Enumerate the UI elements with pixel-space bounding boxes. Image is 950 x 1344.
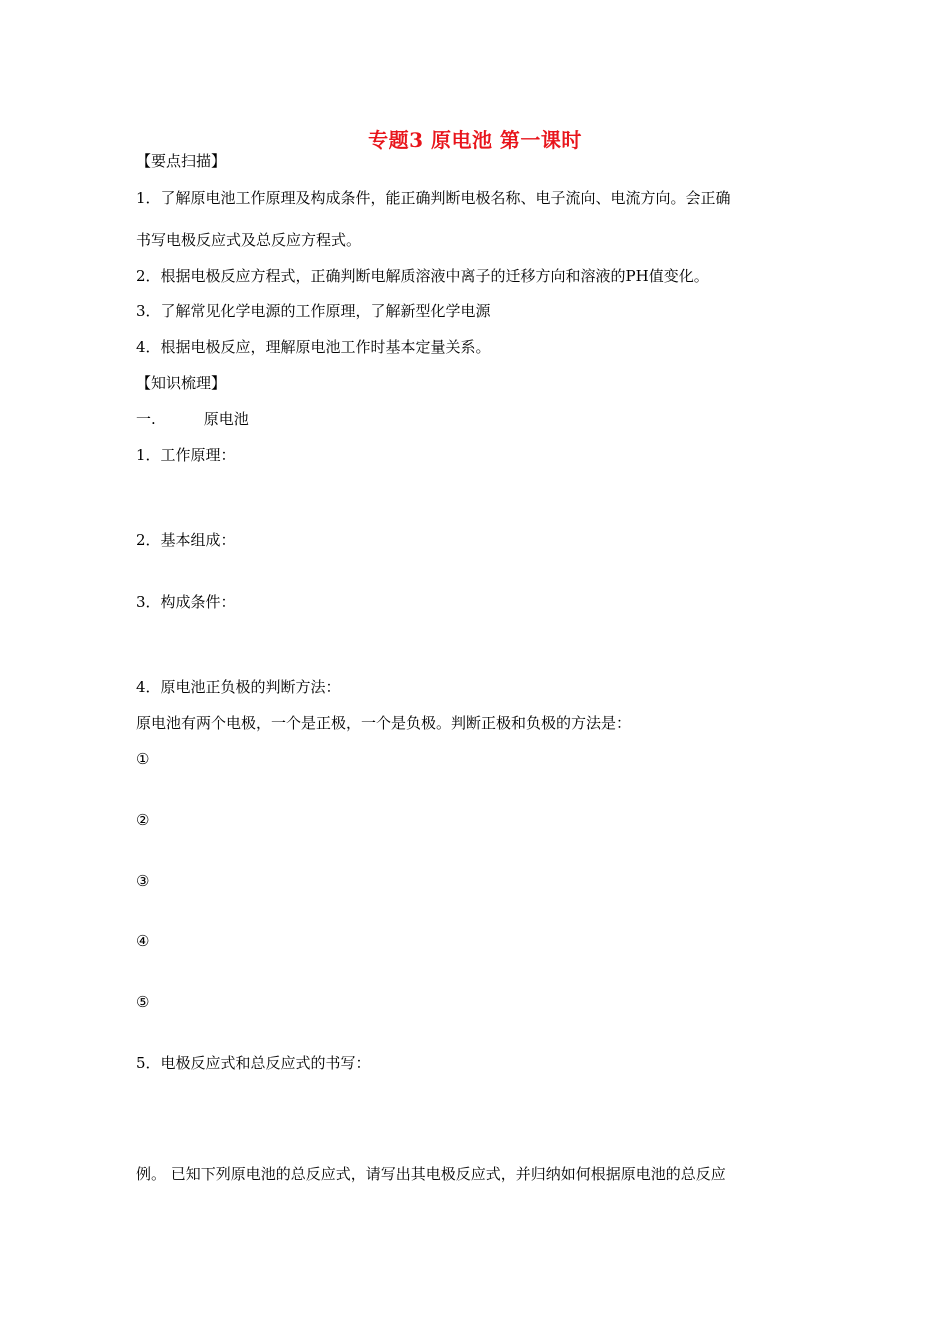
- item-basic-composition: 2．基本组成：: [136, 531, 236, 549]
- key-point-4: 4．根据电极反应，理解原电池工作时基本定量关系。: [136, 338, 491, 356]
- part-one-label: 原电池: [203, 410, 249, 428]
- item-working-principle: 1．工作原理：: [136, 446, 236, 464]
- key-point-1: 1．了解原电池工作原理及构成条件，能正确判断电极名称、电子流向、电流方向。会正确: [136, 189, 731, 207]
- circled-item-2: ②: [136, 811, 150, 829]
- circled-item-4: ④: [136, 932, 150, 950]
- part-one-heading: [136, 409, 249, 429]
- example-text: 例。 已知下列原电池的总反应式，请写出其电极反应式，并归纳如何根据原电池的总反应: [136, 1165, 726, 1183]
- item-electrode-judgment: 4．原电池正负极的判断方法：: [136, 678, 341, 696]
- knowledge-heading: 【知识梳理】: [136, 374, 227, 392]
- page-title: 专题3 原电池 第一课时: [368, 128, 582, 152]
- item-equation-writing: 5．电极反应式和总反应式的书写：: [136, 1054, 371, 1072]
- circled-item-1: ①: [136, 750, 150, 768]
- key-point-3: 3．了解常见化学电源的工作原理，了解新型化学电源: [136, 302, 491, 320]
- circled-item-5: ⑤: [136, 993, 150, 1011]
- part-one-number: 一.: [136, 410, 156, 428]
- item-electrode-description: 原电池有两个电极，一个是正极，一个是负极。判断正极和负极的方法是：: [136, 714, 632, 732]
- key-point-1-cont: 书写电极反应式及总反应方程式。: [136, 231, 362, 249]
- key-point-2: 2．根据电极反应方程式，正确判断电解质溶液中离子的迁移方向和溶液的PH值变化。: [136, 267, 709, 285]
- circled-item-3: ③: [136, 872, 150, 890]
- item-conditions: 3．构成条件：: [136, 593, 236, 611]
- key-points-heading: 【要点扫描】: [136, 152, 227, 170]
